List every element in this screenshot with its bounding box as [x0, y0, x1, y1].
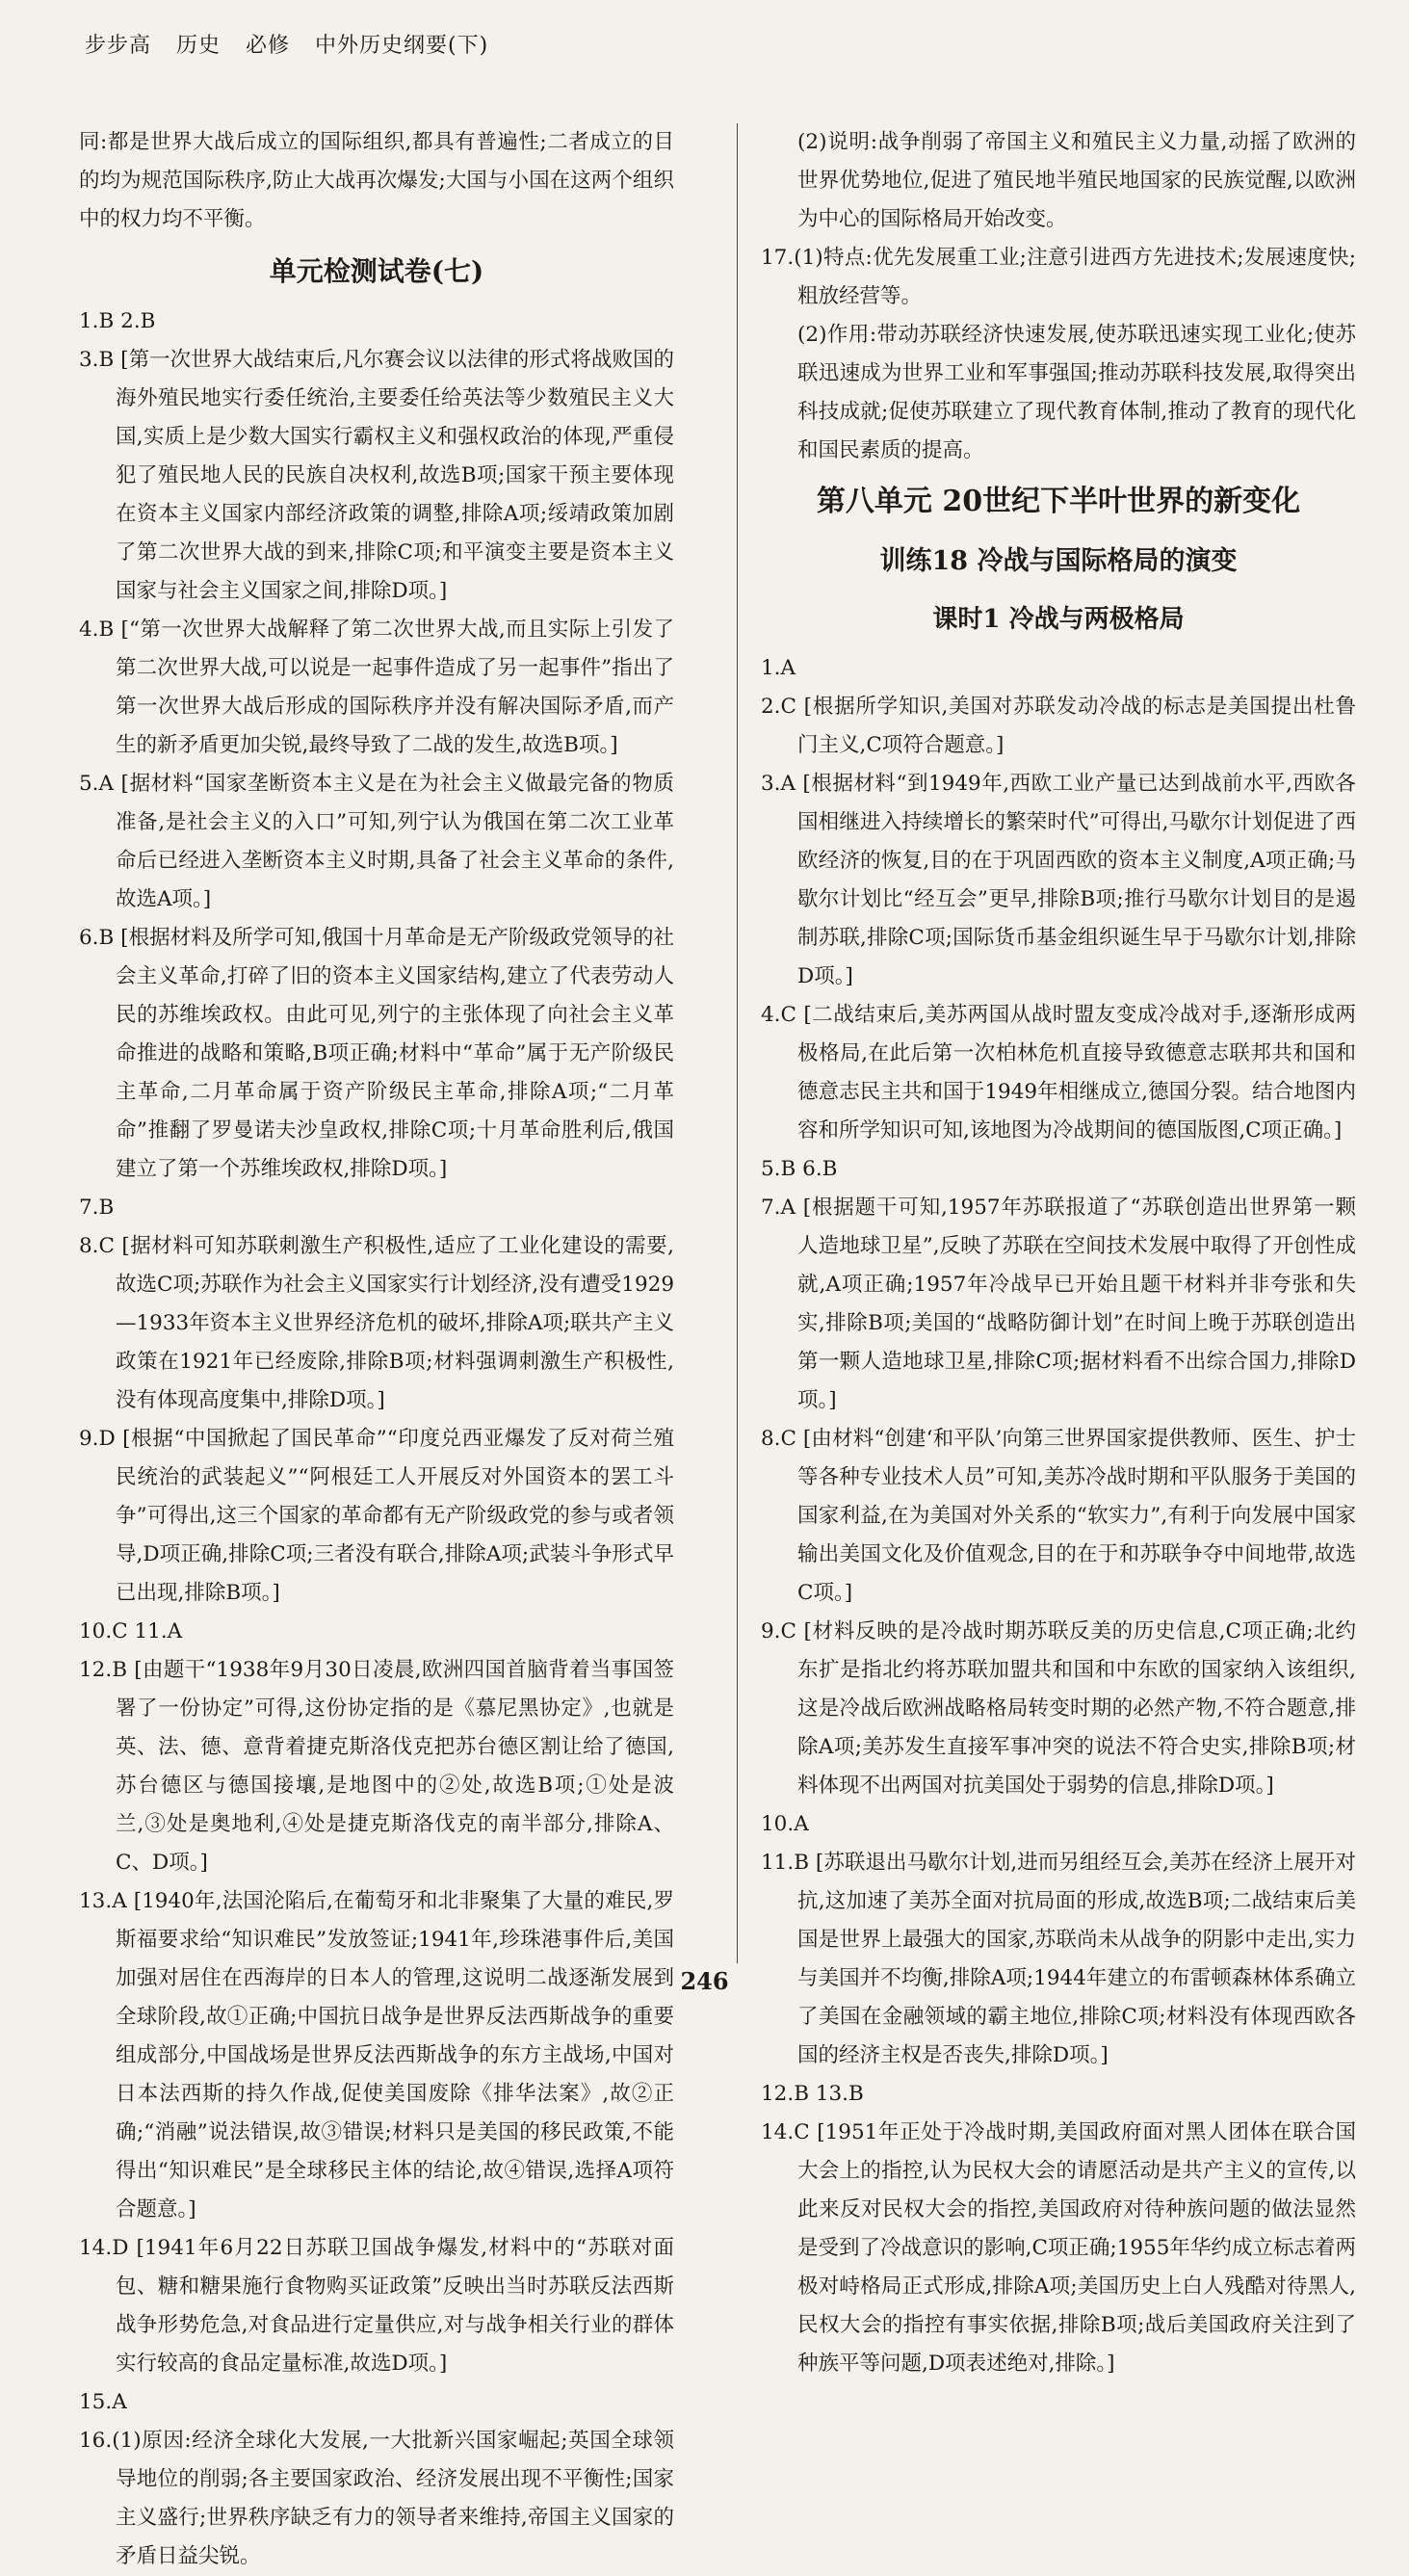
- lesson-title: 课时1 冷战与两极格局: [932, 605, 1185, 634]
- answer-item: 1.A: [761, 656, 796, 680]
- header-level: 必修: [246, 34, 291, 58]
- answer-item: 7.B: [79, 1196, 115, 1220]
- left-column: [79, 123, 674, 2568]
- answer-item: 12.B 13.B: [761, 2082, 864, 2106]
- answer-item: 13.A [1940年,法国沦陷后,在葡萄牙和北非聚集了大量的难民,罗斯福要求给“知识难民”发放签证;1941年,珍珠港事件后,美国加强对居住在西海岸的日本人的管理,这说明二战逐渐发展到全球阶段,故①正确;中国抗日战争是世界反法西斯战争的重要组成部分,中国战场是世界反法西斯战争的东方主战场,中国对日本法西斯的持久作战,促使美国废除《排华法案》,故②正确;“消融”说法错误,故③错误;材料只是美国的移民政策,不能得出“知识难民”是全球移民主体的结论,故④错误,选择A项符合题意。]: [79, 1889, 674, 2221]
- answer-item: 10.A: [761, 1812, 809, 1836]
- answer-item: 7.A [根据题干可知,1957年苏联报道了“苏联创造出世界第一颗人造地球卫星”,反映了苏联在空间技术发展中取得了开创性成就,A项正确;1957年冷战早已开始且题干材料并非夸张和失实,排除B项;美国的“战略防御计划”在时间上晚于苏联创造出第一颗人造地球卫星,排除C项;据材料看不出综合国力,排除D项。]: [761, 1196, 1356, 1412]
- right-column: [761, 123, 1356, 2376]
- answer-item: 8.C [据材料可知苏联刺激生产积极性,适应了工业化建设的需要,故选C项;苏联作为社会主义国家实行计划经济,没有遭受1929—1933年资本主义世界经济危机的破坏,排除A项;联共产主义政策在1921年已经废除,排除B项;材料强调刺激生产积极性,没有体现高度集中,排除D项。]: [79, 1234, 674, 1412]
- answer-item: 9.C [材料反映的是冷战时期苏联反美的历史信息,C项正确;北约东扩是指北约将苏联加盟共和国和中东欧的国家纳入该组织,这是冷战后欧洲战略格局转变时期的必然产物,不符合题意,排除A项;美苏发生直接军事冲突的说法不符合史实,排除B项;材料体现不出两国对抗美国处于弱势的信息,排除D项。]: [761, 1619, 1356, 1798]
- answer-item: 3.A [根据材料“到1949年,西欧工业产量已达到战前水平,西欧各国相继进入持续增长的繁荣时代”可得出,马歇尔计划促进了西欧经济的恢复,目的在于巩固西欧的资本主义制度,A项正确;马歇尔计划比“经互会”更早,排除B项;推行马歇尔计划目的是遏制苏联,排除C项;国际货币基金组织诞生早于马歇尔计划,排除D项。]: [761, 772, 1356, 988]
- answer-item: 15.A: [79, 2390, 127, 2414]
- answer-item: 4.C [二战结束后,美苏两国从战时盟友变成冷战对手,逐渐形成两极格局,在此后第一次柏林危机直接导致德意志联邦共和国和德意志民主共和国于1949年相继成立,德国分裂。结合地图内容和所学知识可知,该地图为冷战期间的德国版图,C项正确。]: [761, 1003, 1356, 1143]
- answer-item: 3.B [第一次世界大战结束后,凡尔赛会议以法律的形式将战败国的海外殖民地实行委任统治,主要委任给英法等少数殖民主义大国,实质上是少数大国实行霸权主义和强权政治的体现,严重侵犯了殖民地人民的民族自决权利,故选B项;国家干预主要体现在资本主义国家内部经济政策的调整,排除A项;绥靖政策加剧了第二次世界大战的到来,排除C项;和平演变主要是资本主义国家与社会主义国家之间,排除D项。]: [79, 348, 674, 603]
- unit-test-title: 单元检测试卷(七): [269, 255, 484, 287]
- q16-part2: (2)说明:战争削弱了帝国主义和殖民主义力量,动摇了欧洲的世界优势地位,促进了殖民地半殖民地国家的民族觉醒,以欧洲为中心的国际格局开始改变。: [797, 130, 1356, 231]
- page-header: [85, 29, 506, 59]
- answer-item: 1.B 2.B: [79, 309, 156, 333]
- column-divider: [737, 123, 738, 1963]
- answer-item: 6.B [根据材料及所学可知,俄国十月革命是无产阶级政党领导的社会主义革命,打碎了旧的资本主义国家结构,建立了代表劳动人民的苏维埃政权。由此可见,列宁的主张体现了向社会主义革命推进的战略和策略,B项正确;材料中“革命”属于无产阶级民主革命,二月革命属于资产阶级民主革命,排除A项;“二月革命”推翻了罗曼诺夫沙皇政权,排除C项;十月革命胜利后,俄国建立了第一个苏维埃政权,排除D项。]: [79, 926, 674, 1181]
- answer-item: 2.C [根据所学知识,美国对苏联发动冷战的标志是美国提出杜鲁门主义,C项符合题意。]: [761, 695, 1356, 757]
- answer-item: 9.D [根据“中国掀起了国民革命”“印度兑西亚爆发了反对荷兰殖民统治的武装起义”“阿根廷工人开展反对外国资本的罢工斗争”可得出,这三个国家的革命都有无产阶级政党的参与或者领导,D项正确,排除C项;三者没有联合,排除A项;武装斗争形式早已出现,排除B项。]: [79, 1427, 674, 1605]
- intro-paragraph: 同:都是世界大战后成立的国际组织,都具有普遍性;二者成立的目的均为规范国际秩序,防止大战再次爆发;大国与小国在这两个组织中的权力均不平衡。: [79, 130, 674, 231]
- header-brand: 步步高: [85, 34, 152, 58]
- page-number: 246: [680, 1967, 729, 1995]
- header-book: 中外历史纲要(下): [315, 34, 489, 58]
- answer-item: 10.C 11.A: [79, 1619, 183, 1643]
- answer-item: 5.A [据材料“国家垄断资本主义是在为社会主义做最完备的物质准备,是社会主义的入口”可知,列宁认为俄国在第二次工业革命后已经进入垄断资本主义时期,具备了社会主义革命的条件,故选A项。]: [79, 772, 674, 911]
- answer-item: 16.(1)原因:经济全球化大发展,一大批新兴国家崛起;英国全球领导地位的削弱;各主要国家政治、经济发展出现不平衡性;国家主义盛行;世界秩序缺乏有力的领导者来维持,帝国主义国家的矛盾日益尖锐。: [79, 2429, 674, 2568]
- unit-title: 第八单元 20世纪下半叶世界的新变化: [816, 485, 1301, 518]
- training-title: 训练18 冷战与国际格局的演变: [879, 546, 1238, 576]
- header-subject: 历史: [176, 34, 222, 58]
- answer-item: 12.B [由题干“1938年9月30日凌晨,欧洲四国首脑背着当事国签署了一份协定”可得,这份协定指的是《慕尼黑协定》,也就是英、法、德、意背着捷克斯洛伐克把苏台德区割让给了德国,苏台德区与德国接壤,是地图中的②处,故选B项;①处是波兰,③处是奥地利,④处是捷克斯洛伐克的南半部分,排除A、C、D项。]: [79, 1658, 674, 1875]
- answer-item: 14.D [1941年6月22日苏联卫国战争爆发,材料中的“苏联对面包、糖和糖果施行食物购买证政策”反映出当时苏联反法西斯战争形势危急,对食品进行定量供应,对与战争相关行业的群体实行较高的食品定量标准,故选D项。]: [79, 2236, 674, 2376]
- answer-item: 14.C [1951年正处于冷战时期,美国政府面对黑人团体在联合国大会上的指控,认为民权大会的请愿活动是共产主义的宣传,以此来反对民权大会的指控,美国政府对待种族问题的做法显然是受到了冷战意识的影响,C项正确;1955年华约成立标志着两极对峙格局正式形成,排除A项;美国历史上白人残酷对待黑人,民权大会的指控有事实依据,排除B项;战后美国政府关注到了种族平等问题,D项表述绝对,排除。]: [761, 2120, 1356, 2376]
- answer-item: 4.B [“第一次世界大战解释了第二次世界大战,而且实际上引发了第二次世界大战,可以说是一起事件造成了另一起事件”指出了第一次世界大战后形成的国际秩序并没有解决国际矛盾,而产生的新矛盾更加尖锐,最终导致了二战的发生,故选B项。]: [79, 618, 674, 757]
- answer-item: 8.C [由材料“创建‘和平队’向第三世界国家提供教师、医生、护士等各种专业技术人员”可知,美苏冷战时期和平队服务于美国的国家利益,在为美国对外关系的“软实力”,有利于向发展中国家输出美国文化及价值观念,目的在于和苏联争夺中间地带,故选C项。]: [761, 1427, 1356, 1605]
- answer-item: 5.B 6.B: [761, 1157, 838, 1181]
- answer-item: 11.B [苏联退出马歇尔计划,进而另组经互会,美苏在经济上展开对抗,这加速了美苏全面对抗局面的形成,故选B项;二战结束后美国是世界上最强大的国家,苏联尚未从战争的阴影中走出,实力与美国并不均衡,排除A项;1944年建立的布雷顿森林体系确立了美国在金融领域的霸主地位,排除C项;材料没有体现西欧各国的经济主权是否丧失,排除D项。]: [761, 1851, 1356, 2067]
- q17-part2: (2)作用:带动苏联经济快速发展,使苏联迅速实现工业化;使苏联迅速成为世界工业和军事强国;推动苏联科技发展,取得突出科技成就;促使苏联建立了现代教育体制,推动了教育的现代化和国民素质的提高。: [797, 323, 1356, 462]
- q17-part1: 17.(1)特点:优先发展重工业;注意引进西方先进技术;发展速度快;粗放经营等。: [761, 246, 1356, 308]
